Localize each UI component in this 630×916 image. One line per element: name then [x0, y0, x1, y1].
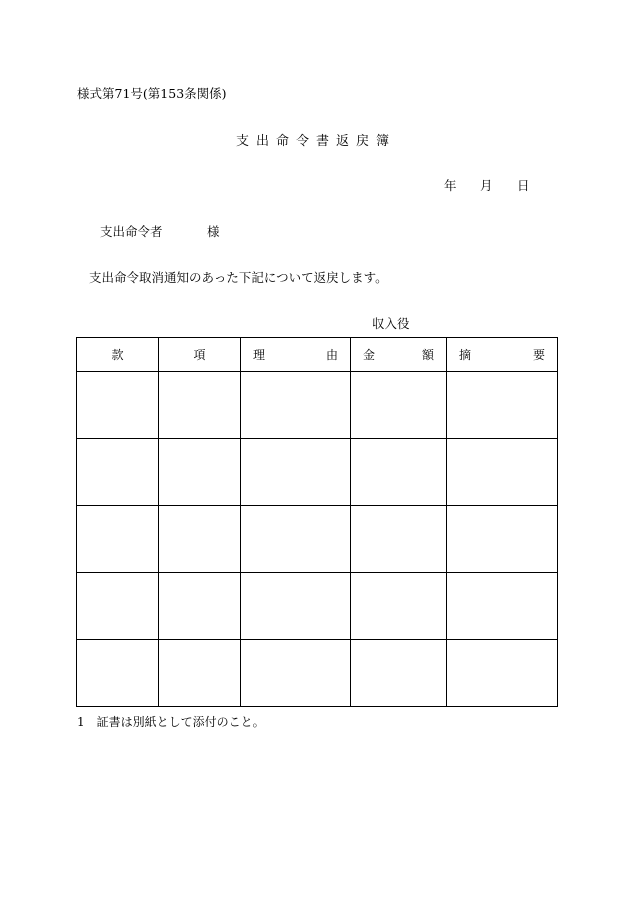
header-amount	[351, 338, 447, 372]
header-reason-right: 由	[325, 348, 338, 362]
table-cell	[159, 640, 241, 707]
header-remarks-right: 要	[532, 348, 545, 362]
table-cell	[159, 439, 241, 506]
header-remarks	[447, 338, 558, 372]
table-row	[77, 506, 558, 573]
table-cell	[351, 372, 447, 439]
table-row	[77, 640, 558, 707]
table-cell	[159, 573, 241, 640]
header-kan	[77, 338, 159, 372]
body-text: 支出命令取消通知のあった下記について返戻します。	[89, 270, 388, 285]
header-amount-right: 額	[421, 348, 434, 362]
table-cell	[241, 439, 351, 506]
year-label: 年	[444, 178, 457, 193]
table-cell	[77, 506, 159, 573]
receiver-label: 収入役	[372, 316, 410, 331]
header-kou-text: 項	[193, 348, 206, 362]
month-label: 月	[480, 178, 493, 193]
ledger-table	[76, 337, 558, 707]
day-label: 日	[517, 178, 530, 193]
header-remarks-left: 摘	[459, 348, 472, 362]
table-cell	[159, 506, 241, 573]
table-cell	[241, 573, 351, 640]
table-cell	[351, 573, 447, 640]
header-reason-left: 理	[253, 348, 266, 362]
document-title: 支出命令書返戻簿	[236, 134, 397, 149]
header-row	[77, 338, 558, 372]
form-number: 様式第71号(第153条関係)	[77, 86, 227, 101]
table-cell	[351, 439, 447, 506]
header-amount-left: 金	[363, 348, 376, 362]
table-row	[77, 439, 558, 506]
footnote: 1 証書は別紙として添付のこと。	[77, 715, 265, 729]
table-row	[77, 372, 558, 439]
table-cell	[77, 640, 159, 707]
table-cell	[447, 506, 558, 573]
addressee-honorific: 様	[207, 224, 220, 239]
table-row	[77, 573, 558, 640]
header-kan-text: 款	[111, 348, 124, 362]
table-cell	[241, 372, 351, 439]
table-cell	[77, 439, 159, 506]
table-cell	[241, 506, 351, 573]
table-cell	[447, 372, 558, 439]
table-cell	[351, 506, 447, 573]
table-cell	[77, 573, 159, 640]
table-cell	[159, 372, 241, 439]
table-cell	[447, 573, 558, 640]
date-line	[444, 176, 530, 194]
header-reason	[241, 338, 351, 372]
header-kou	[159, 338, 241, 372]
table-cell	[241, 640, 351, 707]
table-cell	[447, 640, 558, 707]
table-cell	[351, 640, 447, 707]
addressee-role: 支出命令者	[100, 224, 163, 239]
table-cell	[447, 439, 558, 506]
table-cell	[77, 372, 159, 439]
